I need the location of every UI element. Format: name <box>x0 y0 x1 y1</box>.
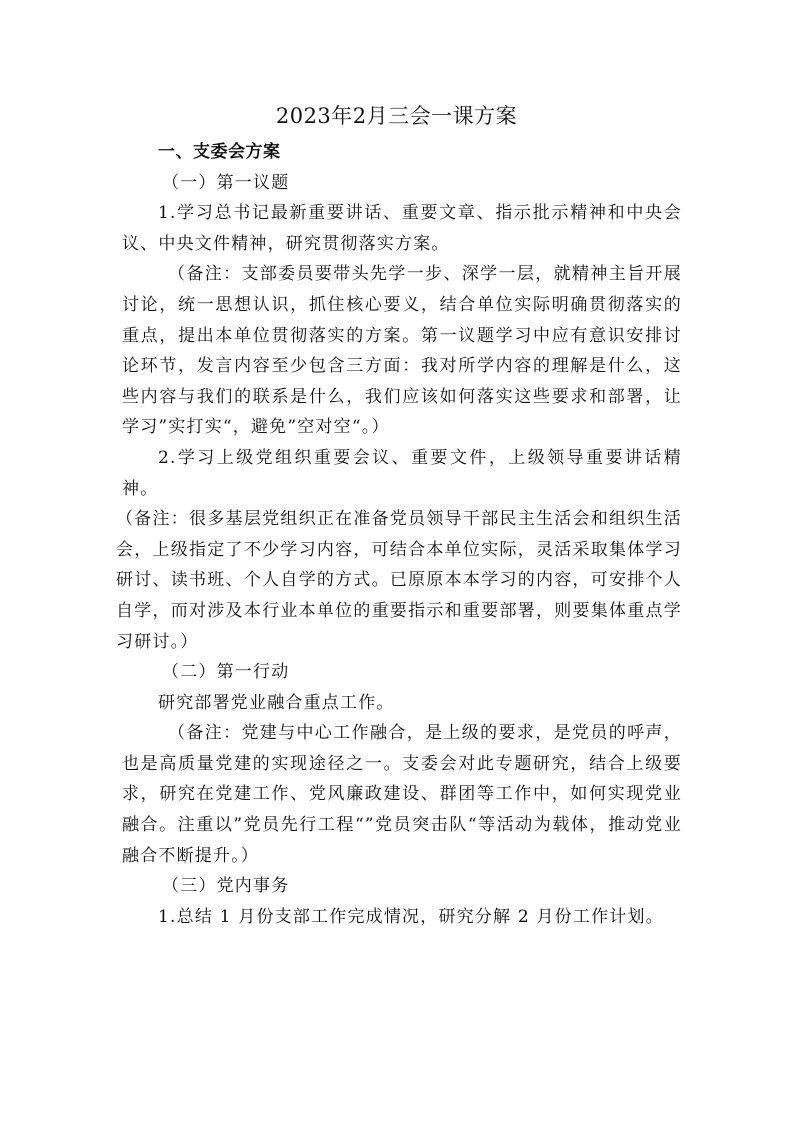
document-body <box>116 137 682 932</box>
section-heading: 一、支委会方案 <box>158 142 281 162</box>
subsection-heading-party-affairs: （三）党内事务 <box>162 876 290 897</box>
paragraph-note-1: （备注：支部委员要带头先学一步、深学一层，就精神主旨开展讨论，统一思想认识，抓住核心要义，结合单位实际明确贯彻落实的重点，提出本单位贯彻落实的方案。第一议题学习中应有意识安排讨论环节，发言内容至少包含三方面：我对所学内容的理解是什么，这些内容与我们的联系是什么，我们应该如何落实这些要求和部署，让学习”实打实“，避免”空对空“。） <box>122 264 682 438</box>
paragraph-note-3: （备注：党建与中心工作融合，是上级的要求，是党员的呼声，也是高质量党建的实现途径之一。支委会对此专题研究，结合上级要求，研究在党建工作、党风廉政建设、群团等工作中，如何实现党业融合。注重以”党员先行工程“”党员突击队“等活动为载体，推动党业融合不断提升。） <box>122 723 682 866</box>
paragraph-note-2: （备注：很多基层党组织正在准备党员领导干部民主生活会和组织生活会，上级指定了不少学习内容，可结合本单位实际，灵活采取集体学习研讨、读书班、个人自学的方式。已原原本本学习的内容，可安排个人自学，而对涉及本行业本单位的重要指示和重要部署，则要集体重点学习研讨。） <box>116 509 682 652</box>
paragraph-item-1: 1.学习总书记最新重要讲话、重要文章、指示批示精神和中央会议、中央文件精神，研究贯彻落实方案。 <box>122 203 682 254</box>
paragraph-item-2: 2.学习上级党组织重要会议、重要文件，上级领导重要讲话精神。 <box>122 447 682 499</box>
document-title: 2023年2月三会一课方案 <box>275 104 518 128</box>
subsection-heading-first-topic: （一）第一议题 <box>162 172 290 193</box>
paragraph-item-3: 1.总结 1 月份支部工作完成情况，研究分解 2 月份工作计划。 <box>158 906 664 927</box>
paragraph-action: 研究部署党业融合重点工作。 <box>158 692 395 713</box>
subsection-heading-first-action: （二）第一行动 <box>162 662 290 683</box>
